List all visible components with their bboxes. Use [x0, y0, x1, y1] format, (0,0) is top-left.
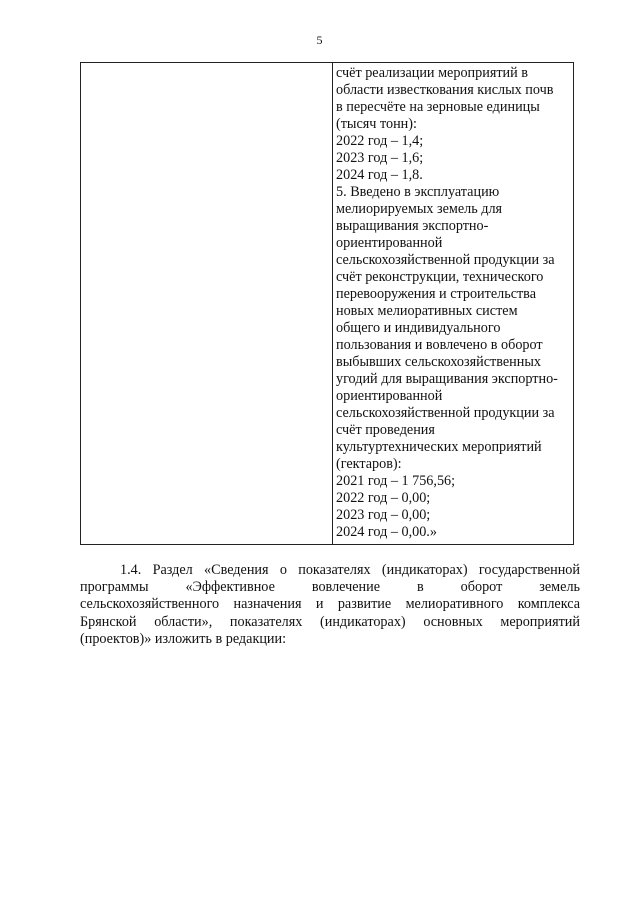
table-cell-line: счёт реализации мероприятий в	[336, 65, 528, 81]
table-cell-line: 2022 год – 1,4;	[336, 133, 424, 149]
table-cell-line: сельскохозяйственной продукции за	[336, 405, 555, 421]
table-cell-line: культуртехнических мероприятий	[336, 439, 542, 455]
paragraph-line: Брянской области», показателях (индикаторах) основных мероприятий	[80, 613, 580, 630]
table-cell-line: 2023 год – 1,6;	[336, 150, 424, 166]
table-cell-line: общего и индивидуального	[336, 320, 501, 336]
table-cell-line: в пересчёте на зерновые единицы	[336, 99, 540, 115]
table-cell-line: пользования и вовлечено в оборот	[336, 337, 543, 353]
indicator-table	[80, 62, 574, 545]
table-cell-line: перевооружения и строительства	[336, 286, 536, 302]
table-cell-right	[336, 65, 572, 541]
table-column-divider	[332, 63, 333, 544]
table-cell-line: (тысяч тонн):	[336, 116, 417, 132]
table-cell-line: счёт реконструкции, технического	[336, 269, 544, 285]
table-cell-line: (гектаров):	[336, 456, 402, 472]
paragraph-line: 1.4. Раздел «Сведения о показателях (индикаторах) государственной	[120, 562, 580, 578]
table-cell-line: сельскохозяйственной продукции за	[336, 252, 555, 268]
table-cell-line: 2024 год – 1,8.	[336, 167, 423, 183]
table-cell-line: области известкования кислых почв	[336, 82, 554, 98]
paragraph-line: (проектов)» изложить в редакции:	[80, 630, 287, 647]
table-cell-line: ориентированной	[336, 388, 443, 404]
table-cell-line: ориентированной	[336, 235, 443, 251]
table-cell-line: 2024 год – 0,00.»	[336, 524, 437, 540]
table-cell-line: угодий для выращивания экспортно-	[336, 371, 558, 387]
page-number: 5	[316, 33, 323, 47]
table-cell-line: счёт проведения	[336, 422, 435, 438]
table-cell-line: 5. Введено в эксплуатацию	[336, 184, 500, 200]
table-cell-line: 2022 год – 0,00;	[336, 490, 431, 506]
paragraph-line: программы «Эффективное вовлечение в оборот земель	[80, 579, 580, 596]
table-cell-line: выбывших сельскохозяйственных	[336, 354, 541, 370]
table-cell-line: 2021 год – 1 756,56;	[336, 473, 456, 489]
table-cell-line: новых мелиоративных систем	[336, 303, 518, 319]
table-cell-line: 2023 год – 0,00;	[336, 507, 431, 523]
section-1-4-paragraph	[80, 562, 580, 648]
table-cell-line: мелиорируемых земель для	[336, 201, 503, 217]
table-cell-left-empty	[81, 63, 332, 544]
paragraph-line: сельскохозяйственного назначения и развитие мелиоративного комплекса	[80, 596, 580, 613]
table-cell-line: выращивания экспортно-	[336, 218, 489, 234]
